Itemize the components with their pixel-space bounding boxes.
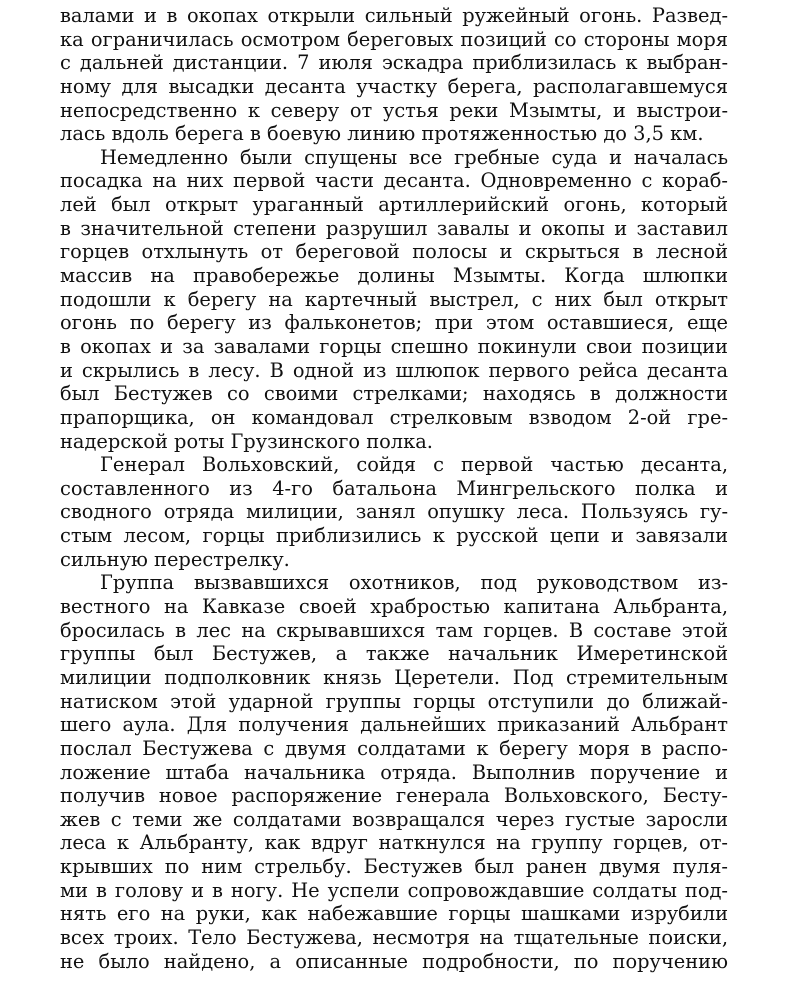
text-line: в значительной степени разрушил завалы и окопы и заставил (60, 216, 728, 240)
text-line: массив на правобережье долины Мзымты. Когда шлюпки (60, 264, 728, 288)
text-line: Генерал Вольховский, сойдя с первой частью десанта, (100, 453, 728, 477)
text-line: огонь по берегу из фальконетов; при этом оставшиеся, еще (60, 311, 728, 335)
text-line: Группа вызвавшихся охотников, под руководством из- (100, 571, 728, 595)
paragraph-2 (60, 146, 728, 453)
text-line: бросилась в лес на скрывавшихся там горцев. В составе этой (60, 618, 728, 642)
text-line: группы был Бестужев, а также начальник Имеретинской (60, 642, 728, 666)
text-line: подошли к берегу на картечный выстрел, с них был открыт (60, 287, 728, 311)
text-line: сводного отряда милиции, занял опушку леса. Пользуясь гу- (60, 500, 728, 524)
paragraph-4 (60, 571, 728, 973)
text-line: ка ограничилась осмотром береговых позиций со стороны моря (60, 27, 728, 51)
text-line: непосредственно к северу от устья реки Мзымты, и выстрои- (60, 98, 728, 122)
text-line: милиции подполковник князь Церетели. Под стремительным (60, 665, 728, 689)
text-line: посадка на них первой части десанта. Одновременно с кораб- (60, 169, 728, 193)
text-line: валами и в окопах открыли сильный ружейный огонь. Развед- (60, 4, 728, 27)
text-line: лась вдоль берега в боевую линию протяженностью до 3,5 км. (60, 122, 704, 146)
text-line: не было найдено, а описанные подробности, по поручению (60, 949, 728, 973)
text-line: стым лесом, горцы приблизились к русской цепи и завязали (60, 524, 728, 548)
text-line: в окопах и за завалами горцы спешно покинули свои позиции (60, 334, 728, 358)
text-line: Немедленно были спущены все гребные суда и началась (100, 145, 728, 169)
document-page (60, 4, 728, 973)
text-line: жев с теми же солдатами возвращался через густые заросли (60, 807, 728, 831)
text-line: с дальней дистанции. 7 июля эскадра приблизилась к выбран- (60, 51, 728, 75)
text-line: всех троих. Тело Бестужева, несмотря на тщательные поиски, (60, 925, 728, 949)
text-line: шего аула. Для получения дальнейших приказаний Альбрант (60, 713, 728, 737)
text-line: ми в голову и в ногу. Не успели сопровождавшие солдаты под- (60, 878, 728, 902)
text-line: горцев отхлынуть от береговой полосы и скрыться в лесной (60, 240, 728, 264)
paragraph-3 (60, 453, 728, 571)
text-line: послал Бестужева с двумя солдатами к берегу моря в распо- (60, 736, 728, 760)
text-line: лей был открыт ураганный артиллерийский огонь, который (60, 193, 728, 217)
text-line: прапорщика, он командовал стрелковым взводом 2-ой гре- (60, 405, 728, 429)
text-line: составленного из 4-го батальона Мингрельского полка и (60, 476, 728, 500)
text-line: натиском этой ударной группы горцы отступили до ближай- (60, 689, 728, 713)
text-line: крывших по ним стрельбу. Бестужев был ранен двумя пуля- (60, 855, 728, 879)
paragraph-1 (60, 4, 728, 146)
text-line: сильную перестрелку. (60, 547, 290, 571)
text-line: получив новое распоряжение генерала Вольховского, Бесту- (60, 784, 728, 808)
text-line: надерской роты Грузинского полка. (60, 429, 433, 453)
text-line: ному для высадки десанта участку берега, располагавшемуся (60, 74, 728, 98)
text-line: нять его на руки, как набежавшие горцы шашками изрубили (60, 902, 728, 926)
text-line: ложение штаба начальника отряда. Выполнив поручение и (60, 760, 728, 784)
text-line: леса к Альбранту, как вдруг наткнулся на группу горцев, от- (60, 831, 728, 855)
text-line: и скрылись в лесу. В одной из шлюпок первого рейса десанта (60, 358, 728, 382)
text-line: был Бестужев со своими стрелками; находясь в должности (60, 382, 728, 406)
text-line: вестного на Кавказе своей храбростью капитана Альбранта, (60, 595, 728, 619)
